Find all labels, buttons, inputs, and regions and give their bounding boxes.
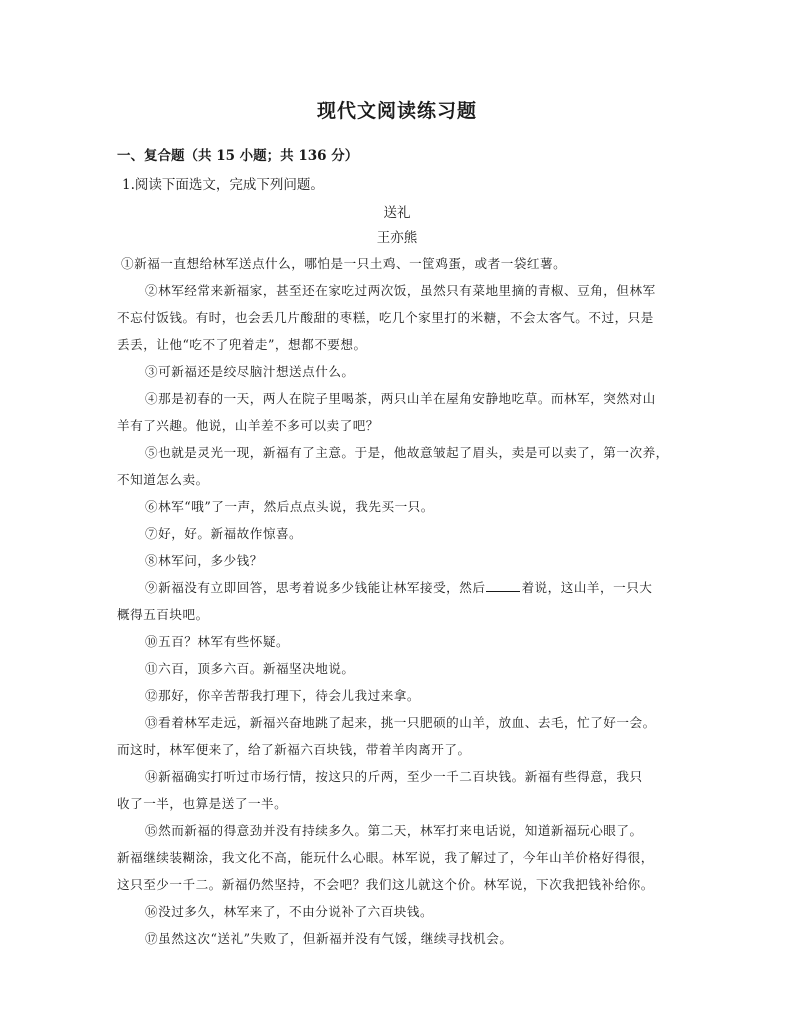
paragraph-14-line-1: ⑭新福确实打听过市场行情，按这只的斤两，至少一千二百块钱。新福有些得意，我只: [145, 769, 643, 784]
paragraph-2-line-3: 丢丢，让他“吃不了兜着走”，想都不要想。: [117, 337, 367, 352]
paragraph-17: ⑰虽然这次“送礼”失败了，但新福并没有气馁，继续寻找机会。: [145, 931, 513, 946]
question-prompt: 1.阅读下面选文，完成下列问题。: [122, 177, 324, 193]
section-heading: 一、复合题（共 15 小题；共 136 分）: [117, 148, 359, 164]
paragraph-5-line-1: ⑤也就是灵光一现，新福有了主意。于是，他故意皱起了眉头，卖是可以卖了，第一次养，: [145, 445, 669, 460]
article-body: [117, 250, 687, 952]
paragraph-15-line-1: ⑮然而新福的得意劲并没有持续多久。第二天，林军打来电话说，知道新福玩心眼了。: [145, 823, 643, 838]
fill-in-blank[interactable]: [486, 577, 520, 592]
paragraph-15-line-2: 新福继续装糊涂，我文化不高，能玩什么心眼。林军说，我了解过了，今年山羊价格好得很，: [117, 850, 654, 865]
paragraph-15-line-3: 这只至少一千二。新福仍然坚持，不会吧？我们这儿就这个价。林军说，下次我把钱补给你。: [117, 877, 654, 892]
paragraph-7: ⑦好，好。新福故作惊喜。: [145, 526, 303, 541]
paragraph-3: ③可新福还是绞尽脑汁想送点什么。: [145, 364, 355, 379]
paragraph-14-line-2: 收了一半，也算是送了一半。: [117, 796, 288, 811]
paragraph-4-line-2: 羊有了兴趣。他说，山羊差不多可以卖了吧？: [117, 418, 379, 433]
paragraph-2-line-2: 不忘付饭钱。有时，也会丢几片酸甜的枣糕，吃几个家里打的米糖，不会太客气。不过，只是: [117, 310, 654, 325]
paragraph-5-line-2: 不知道怎么卖。: [117, 472, 209, 487]
document-title: 现代文阅读练习题: [316, 100, 477, 122]
paragraph-9-text-a: ⑨新福没有立即回答，思考着说多少钱能让林军接受，然后: [145, 580, 486, 595]
paragraph-13-line-2: 而这时，林军便来了，给了新福六百块钱，带着羊肉离开了。: [117, 742, 471, 757]
paragraph-11: ⑪六百，顶多六百。新福坚决地说。: [145, 661, 355, 676]
paragraph-10: ⑩五百？林军有些怀疑。: [145, 634, 290, 649]
paragraph-8: ⑧林军问，多少钱？: [145, 553, 263, 568]
paragraph-12: ⑫那好，你辛苦帮我打理下，待会儿我过来拿。: [145, 688, 420, 703]
article-title: 送礼: [383, 205, 411, 221]
paragraph-6: ⑥林军“哦”了一声，然后点点头说，我先买一只。: [145, 499, 434, 514]
paragraph-4-line-1: ④那是初春的一天，两人在院子里喝茶，两只山羊在屋角安静地吃草。而林军，突然对山: [145, 391, 656, 406]
paragraph-9-line-1: [117, 574, 687, 601]
paragraph-9-text-b: 着说，这山羊，一只大: [521, 580, 653, 595]
paragraph-1: ①新福一直想给林军送点什么，哪怕是一只土鸡、一筐鸡蛋，或者一袋红薯。: [121, 256, 567, 271]
paragraph-2-line-1: ②林军经常来新福家，甚至还在家吃过两次饭，虽然只有菜地里摘的青椒、豆角，但林军: [145, 283, 656, 298]
paragraph-16: ⑯没过多久，林军来了，不由分说补了六百块钱。: [145, 904, 434, 919]
paragraph-13-line-1: ⑬看着林军走远，新福兴奋地跳了起来，挑一只肥硕的山羊，放血、去毛，忙了好一会。: [145, 715, 656, 730]
article-author: 王亦熊: [376, 230, 418, 246]
paragraph-9-line-2: 概得五百块吧。: [117, 607, 209, 622]
